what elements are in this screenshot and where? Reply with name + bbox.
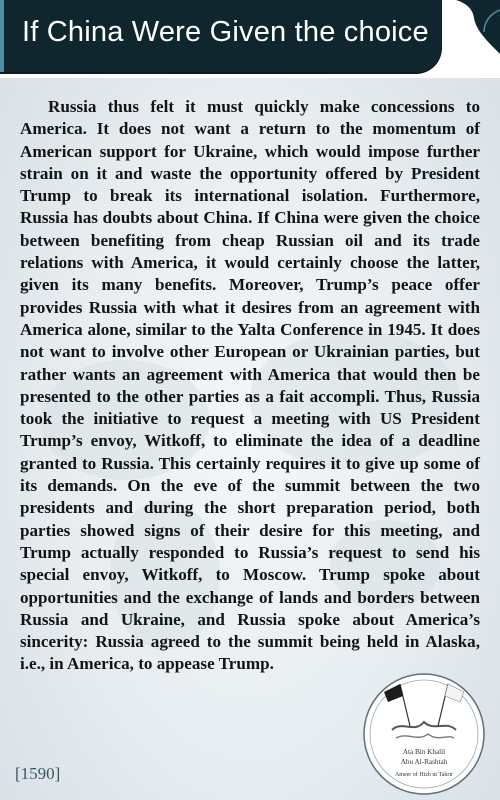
header: [0, 0, 500, 78]
page-number: [1590]: [15, 764, 61, 783]
seal-title-line: Ameer of Hizb ut Tahrir: [394, 772, 454, 778]
article-body: [20, 96, 480, 676]
page-title: If China Were Given the choice: [22, 16, 429, 48]
emblem-seal: [362, 672, 486, 796]
title-accent: [0, 0, 4, 72]
seal-name-line2: Abu Al-Rashtah: [400, 758, 448, 766]
title-bar: [0, 0, 442, 72]
seal-name-line1: Ata Bin Khalil: [402, 748, 446, 756]
body-paragraph: Russia thus felt it must quickly make concessions to America. It does not want a return to the momentum of American support for Ukraine, which would impose further strain on it and waste the opportunity offered by President Trump to break its international isolation. Furthermore, Russia has doubts about China. If China were given the choice between benefiting from cheap Russian oil and its trade relations with America, it would certainly choose the latter, given its many benefits. Moreover, Trump’s peace offer provides Russia with what it desires from an agreement with America alone, similar to the Yalta Conference in 1945. It does not want to involve other European or Ukrainian parties, but rather wants an agreement with America that would then be presented to the other parties as a fait accompli. Thus, Russia took the initiative to request a meeting with US President Trump’s envoy, Witkoff, to eliminate the idea of a deadline granted to Russia. This certainly requires it to give up some of its demands. On the eve of the summit between the two presidents and during the short preparation period, both parties showed signs of their desire for this meeting, and Trump actually responded to Russia’s request to send his special envoy, Witkoff, to Moscow. Trump spoke about opportunities and the exchange of lands and borders between Russia and Ukraine, and Russia spoke about America’s sincerity: Russia agreed to the summit being held in Alaska, i.e., in America, to appease Trump.: [20, 97, 480, 674]
corner-wave-decoration: [446, 0, 500, 54]
